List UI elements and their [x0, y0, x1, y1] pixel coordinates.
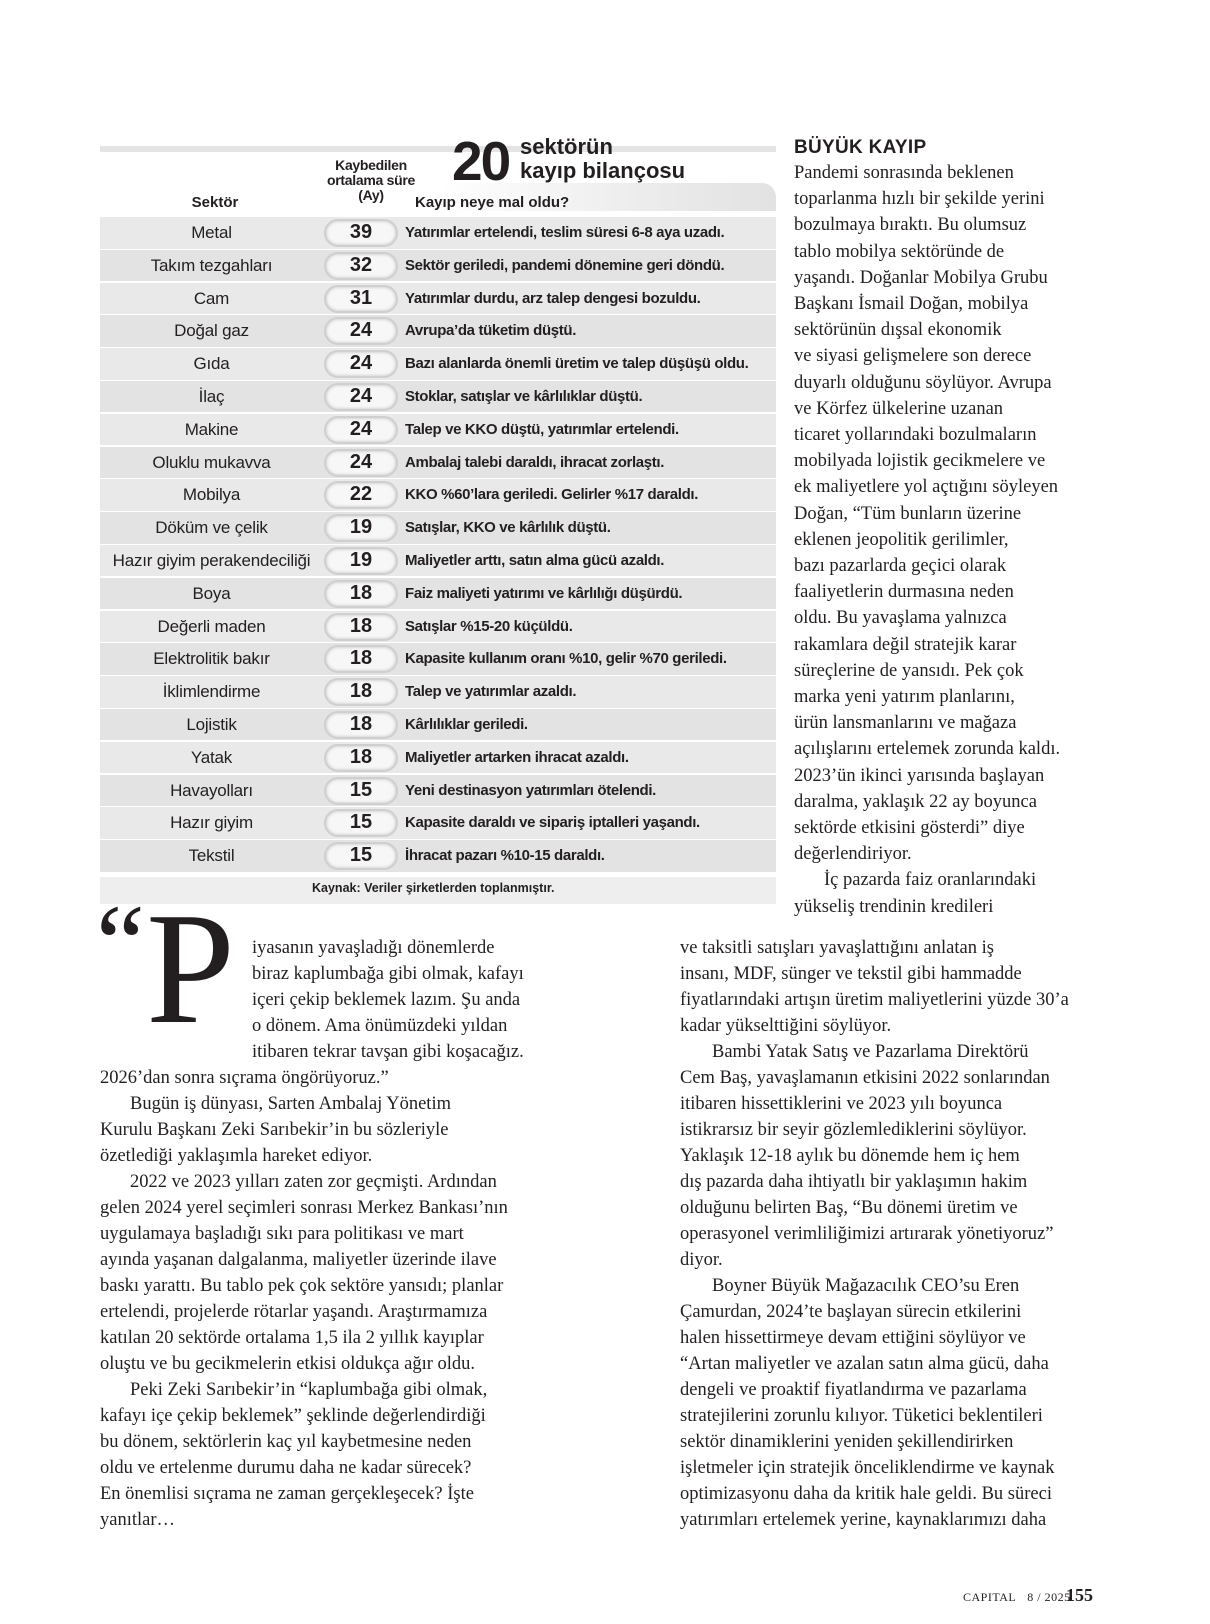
- loss-cell: Yatırımlar ertelendi, teslim süresi 6-8 aya uzadı.: [405, 224, 725, 241]
- text-line: iyasanın yavaşladığı dönemlerde: [252, 938, 495, 958]
- table-row: [100, 611, 776, 643]
- sector-cell: Mobilya: [182, 485, 241, 505]
- text-line: ve siyasi gelişmelere son derece: [794, 346, 1032, 367]
- months-cell: 24: [349, 450, 373, 473]
- table-title-number: 20: [452, 130, 510, 192]
- text-line: işletmeler için stratejik önceliklendirme ve kaynak: [680, 1458, 1055, 1478]
- text-line: gelen 2024 yerel seçimleri sonrası Merkez Bankası’nın: [100, 1198, 508, 1218]
- table-body: [100, 217, 776, 873]
- text-line: ertelendi, projelerde rötarlar yaşandı. Araştırmamıza: [100, 1302, 488, 1322]
- text-line: kafayı içe çekip beklemek” şeklinde değerlendirdiği: [100, 1406, 486, 1426]
- table-row: [100, 676, 776, 708]
- loss-cell: Yatırımlar durdu, arz talep dengesi bozuldu.: [405, 289, 701, 307]
- issue-number: 8 / 2025: [1027, 1590, 1071, 1604]
- table-row: [100, 742, 776, 774]
- sector-cell: Tekstil: [188, 846, 235, 866]
- text-line: Bambi Yatak Satış ve Pazarlama Direktörü: [712, 1042, 1029, 1062]
- text-line: itibaren tekrar tavşan gibi koşacağız.: [252, 1042, 524, 1062]
- loss-cell: Kapasite daraldı ve sipariş iptalleri yaşandı.: [405, 814, 700, 832]
- column-header-months: Kaybedilen ortalama süre (Ay): [327, 157, 415, 203]
- sector-cell: Oluklu mukavva: [152, 452, 271, 472]
- text-line: fiyatlarındaki artışın üretim maliyetlerini yüzde 30’a: [680, 990, 1069, 1010]
- loss-cell: Kapasite kullanım oranı %10, gelir %70 geriledi.: [405, 650, 727, 668]
- opening-quote-mark: “: [96, 882, 145, 1004]
- loss-cell: Talep ve KKO düştü, yatırımlar ertelendi.: [405, 420, 679, 438]
- text-line: İç pazarda faiz oranlarındaki: [824, 870, 1037, 891]
- months-cell: 18: [349, 647, 373, 670]
- months-cell: 19: [349, 548, 373, 571]
- loss-cell: İhracat pazarı %10-15 daraldı.: [405, 847, 605, 865]
- text-line: mobilyada lojistik gecikmelere ve: [794, 451, 1046, 472]
- text-line: itibaren hissettiklerini ve 2023 yılı boyunca: [680, 1094, 1003, 1114]
- text-line: yükseliş trendinin kredileri: [794, 896, 994, 917]
- months-cell: 24: [349, 352, 373, 375]
- sector-cell: Yatak: [190, 747, 233, 767]
- months-cell: 39: [349, 221, 373, 243]
- table-row: [100, 414, 776, 446]
- sector-cell: Hazır giyim perakendeciliği: [112, 550, 311, 570]
- text-line: katılan 20 sektörde ortalama 1,5 ila 2 yıllık kayıplar: [100, 1328, 484, 1348]
- loss-cell: Ambalaj talebi daraldı, ihracat zorlaştı.: [405, 453, 665, 471]
- months-cell: 31: [349, 286, 373, 309]
- months-cell: 24: [349, 417, 373, 440]
- text-line: optimizasyonu daha da kritik hale geldi. Bu süreci: [680, 1484, 1052, 1504]
- months-cell: 18: [349, 745, 373, 768]
- months-cell: 32: [349, 253, 373, 276]
- text-line: Başkanı İsmail Doğan, mobilya: [794, 294, 1029, 315]
- table-row: [100, 447, 776, 479]
- table-row: [100, 283, 776, 315]
- page-footer: [963, 1590, 1071, 1605]
- text-line: eklenen jeopolitik gerilimler,: [794, 529, 1009, 550]
- text-line: kadar yükselttiğini söylüyor.: [680, 1016, 892, 1036]
- text-line: oldu ve ertelenme durumu daha ne kadar sürecek?: [100, 1458, 472, 1478]
- text-line: Kurulu Başkanı Zeki Sarıbekir’in bu sözleriyle: [100, 1120, 449, 1140]
- table-row: [100, 381, 776, 413]
- text-line: faaliyetlerin durmasına neden: [794, 582, 1014, 603]
- text-line: içeri çekip beklemek lazım. Şu anda: [252, 990, 521, 1010]
- text-line: En önemlisi sıçrama ne zaman gerçekleşecek? İşte: [100, 1484, 474, 1504]
- text-line: dış pazarda daha ihtiyatlı bir yaklaşımın hakim: [680, 1172, 1028, 1192]
- table-row: [100, 578, 776, 610]
- sector-cell: Makine: [184, 419, 239, 439]
- loss-cell: Stoklar, satışlar ve kârlılıklar düştü.: [405, 387, 643, 405]
- table-row: [100, 775, 776, 807]
- magazine-name: CAPITAL: [963, 1590, 1016, 1604]
- text-line: sektörde etkisini gösterdi” diye: [794, 818, 1025, 839]
- sector-cell: Metal: [191, 223, 232, 242]
- text-line: istikrarsız bir seyir gözlemlediklerini söylüyor.: [680, 1120, 1027, 1140]
- months-cell: 24: [349, 319, 373, 342]
- text-line: uygulamaya başladığı sıkı para politikası ve mart: [100, 1224, 464, 1244]
- text-line: özetlediği yaklaşımla hareket ediyor.: [100, 1146, 373, 1166]
- text-line: değerlendiriyor.: [794, 844, 912, 865]
- drop-cap: P: [146, 879, 235, 1057]
- months-cell: 18: [349, 712, 373, 735]
- table-top-rule: [100, 146, 776, 152]
- sector-cell: Boya: [192, 583, 231, 603]
- sector-cell: Değerli maden: [157, 616, 266, 636]
- text-line: dengeli ve proaktif fiyatlandırma ve pazarlama: [680, 1380, 1027, 1400]
- months-cell: 18: [349, 581, 373, 604]
- table-row: [100, 709, 776, 741]
- text-line: operasyonel verimliliğimizi artırarak yönetiyoruz”: [680, 1224, 1054, 1244]
- sector-cell: Takım tezgahları: [150, 255, 273, 275]
- text-line: toparlanma hızlı bir şekilde yerini: [794, 189, 1045, 210]
- months-cell: 24: [349, 384, 373, 407]
- loss-cell: Sektör geriledi, pandemi dönemine geri döndü.: [405, 256, 725, 274]
- text-line: ve Körfez ülkelerine uzanan: [794, 398, 1004, 419]
- loss-cell: KKO %60’lara geriledi. Gelirler %17 daraldı.: [405, 486, 699, 504]
- text-line: 2022 ve 2023 yılları zaten zor geçmişti. Ardından: [130, 1172, 497, 1192]
- text-line: açılışlarını ertelemek zorunda kaldı.: [794, 739, 1061, 760]
- text-line: daralma, yaklaşık 22 ay boyunca: [794, 791, 1037, 812]
- text-line: oluştu ve bu gecikmelerin etkisi oldukça ağır oldu.: [100, 1354, 476, 1374]
- text-line: yatırımları ertelemek yerine, kaynaklarımızı daha: [680, 1510, 1047, 1530]
- table-row: [100, 315, 776, 347]
- loss-cell: Maliyetler arttı, satın alma gücü azaldı.: [405, 551, 665, 569]
- column-header-loss: Kayıp neye mal oldu?: [415, 194, 570, 211]
- sector-cell: Elektrolitik bakır: [153, 649, 270, 669]
- loss-cell: Kârlılıklar geriledi.: [405, 715, 528, 733]
- sector-cell: Hazır giyim: [170, 813, 253, 833]
- table-row: [100, 643, 776, 675]
- text-line: ticaret yollarındaki bozulmaların: [794, 425, 1037, 446]
- text-line: sektör dinamiklerini yeniden şekillendirirken: [680, 1432, 1014, 1452]
- text-line: insanı, MDF, sünger ve tekstil gibi hammadde: [680, 964, 1022, 984]
- text-line: o dönem. Ama önümüzdeki yıldan: [252, 1016, 508, 1036]
- sector-cell: Doğal gaz: [174, 321, 249, 341]
- right-column-text: [794, 136, 1094, 920]
- text-line: 2023’ün ikinci yarısında başlayan: [794, 765, 1045, 786]
- sector-cell: Gıda: [193, 354, 230, 374]
- loss-cell: Satışlar, KKO ve kârlılık düştü.: [405, 519, 611, 537]
- text-line: duyarlı olduğunu söylüyor. Avrupa: [794, 372, 1052, 393]
- text-line: stratejilerini zorunlu kılıyor. Tüketici beklentileri: [680, 1406, 1043, 1426]
- text-line: ve taksitli satışları yavaşlattığını anlatan iş: [680, 938, 994, 958]
- loss-cell: Faiz maliyeti yatırımı ve kârlılığı düşürdü.: [405, 584, 683, 602]
- sector-cell: İklimlendirme: [162, 682, 261, 702]
- loss-cell: Bazı alanlarda önemli üretim ve talep düşüşü oldu.: [405, 355, 749, 373]
- text-line: bazı pazarlarda geçici olarak: [794, 556, 1007, 577]
- loss-cell: Yeni destinasyon yatırımları ötelendi.: [405, 781, 656, 799]
- loss-cell: Maliyetler artarken ihracat azaldı.: [405, 748, 629, 766]
- months-cell: 22: [349, 483, 373, 506]
- text-line: diyor.: [680, 1250, 723, 1270]
- text-line: baskı yarattı. Bu tablo pek çok sektöre yansıdı; planlar: [100, 1276, 504, 1296]
- months-cell: 19: [349, 516, 373, 539]
- text-line: tablo mobilya sektöründe de: [794, 241, 1005, 262]
- text-line: bu dönem, sektörlerin kaç yıl kaybetmesine neden: [100, 1432, 472, 1452]
- table-row: [100, 348, 776, 380]
- source-label: Kaynak:: [312, 881, 361, 895]
- text-line: Peki Zeki Sarıbekir’in “kaplumbağa gibi olmak,: [130, 1380, 488, 1400]
- text-line: ürün lansmanlarını ve mağaza: [794, 713, 1017, 734]
- table-row: [100, 545, 776, 577]
- months-cell: 15: [349, 778, 373, 801]
- text-line: oldu. Bu yavaşlama yalnızca: [794, 608, 1007, 629]
- text-line: rakamlara değil stratejik karar: [794, 634, 1017, 655]
- text-line: yanıtlar…: [100, 1510, 176, 1530]
- months-cell: 15: [349, 844, 373, 867]
- source-text: Veriler şirketlerden toplanmıştır.: [360, 881, 555, 895]
- text-line: biraz kaplumbağa gibi olmak, kafayı: [252, 964, 524, 984]
- loss-cell: Avrupa’da tüketim düştü.: [405, 322, 577, 340]
- text-line: bozulmaya bıraktı. Bu olumsuz: [794, 215, 1027, 236]
- column-header-sector: Sektör: [191, 194, 239, 211]
- months-cell: 15: [349, 811, 373, 834]
- sector-cell: Cam: [193, 288, 230, 308]
- text-line: yaşandı. Doğanlar Mobilya Grubu: [794, 267, 1048, 288]
- section-heading: BÜYÜK KAYIP: [794, 137, 927, 158]
- sector-cell: İlaç: [198, 386, 225, 406]
- text-line: halen hissettirmeye devam ettiğini söylüyor ve: [680, 1328, 1026, 1348]
- loss-cell: Satışlar %15-20 küçüldü.: [405, 617, 573, 635]
- table-row: [100, 479, 776, 511]
- table-title-line2: kayıp bilançosu: [520, 158, 686, 183]
- text-line: Cem Baş, yavaşlamanın etkisini 2022 sonlarından: [680, 1068, 1050, 1088]
- text-line: Çamurdan, 2024’te başlayan sürecin etkilerini: [680, 1302, 1022, 1322]
- page-number: 155: [1066, 1585, 1093, 1605]
- sector-cell: Havayolları: [170, 780, 253, 800]
- table-row: [100, 512, 776, 544]
- text-line: 2026’dan sonra sıçrama öngörüyoruz.”: [100, 1068, 389, 1088]
- text-line: Pandemi sonrasında beklenen: [794, 163, 1014, 183]
- table-row: [100, 250, 776, 282]
- months-cell: 18: [349, 614, 373, 637]
- loss-cell: Talep ve yatırımlar azaldı.: [405, 683, 577, 701]
- text-line: Boyner Büyük Mağazacılık CEO’su Eren: [712, 1276, 1020, 1296]
- text-line: “Artan maliyetler ve azalan satın alma gücü, daha: [680, 1354, 1049, 1374]
- text-line: sektörünün dışsal ekonomik: [794, 320, 1002, 341]
- text-line: ek maliyetlere yol açtığını söyleyen: [794, 477, 1059, 498]
- text-line: Yaklaşık 12-18 aylık bu dönemde hem iç hem: [680, 1146, 1020, 1166]
- text-line: ayında yaşanan dalgalanma, maliyetler üzerinde ilave: [100, 1250, 497, 1270]
- sector-loss-table: [100, 128, 776, 906]
- sector-cell: Döküm ve çelik: [155, 518, 268, 538]
- table-row: [100, 807, 776, 839]
- text-line: süreçlerine de yansıdı. Pek çok: [794, 660, 1024, 681]
- text-line: Doğan, “Tüm bunların üzerine: [794, 503, 1022, 524]
- table-title-line1: sektörün: [520, 134, 613, 159]
- text-line: Bugün iş dünyası, Sarten Ambalaj Yönetim: [130, 1094, 451, 1114]
- table-row: [100, 840, 776, 872]
- table-source-note: [312, 881, 554, 895]
- text-line: olduğunu belirten Baş, “Bu dönemi üretim ve: [680, 1198, 1018, 1218]
- sector-cell: Lojistik: [186, 714, 237, 734]
- table-row: [100, 217, 776, 249]
- text-line: marka yeni yatırım planlarını,: [794, 687, 1015, 708]
- months-cell: 18: [349, 680, 373, 703]
